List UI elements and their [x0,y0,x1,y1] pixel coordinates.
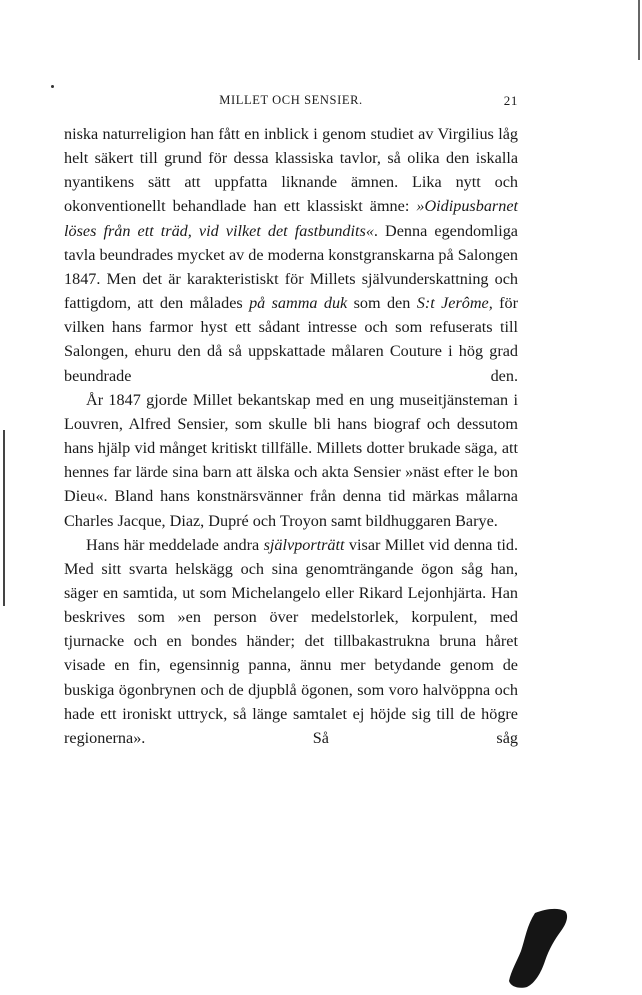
text-segment: som den [347,294,417,313]
ink-dot [51,85,54,88]
text-segment: . Denna egendomliga tavla beundrades mycket av de moderna konstgranskarna på Salongen 1847. Men det är karakteristiskt för Millets självunderskattning och fattigdom, att den målades [64,221,518,313]
italic-segment: S:t Jerôme, [416,294,493,313]
text-segment: niska naturreligion han fått en inblick i genom studiet av Virgilius låg helt säkert till grund för dessa klassiska tavlor, så olika den iskalla nyantikens sätt att uppfatta liknande ämnen. Lika nytt och okonventionellt behandlade han ett klassiskt ämne: [64,125,518,216]
running-title: MILLET OCH SENSIER. [219,93,363,107]
scan-edge-mark [638,0,640,60]
paragraph-3 [64,533,518,750]
text-segment: År 1847 gjorde Millet bekantskap med en ung museitjänsteman i Louvren, Alfred Sensier, som skulle bli hans biograf och dessutom hans hjälp vid månget kritiskt tillfälle. Millets dotter brukade säga, att hennes far lärde sina barn att älska och akta Sensier »näst efter le bon Dieu«. Bland hans konstnärsvänner från denna tid märkas målarna Charles Jacque, Diaz, Dupré och Troyon samt bildhuggaren Barye. [64,390,518,530]
text-segment: visar Millet vid denna tid. Med sitt svarta helskägg och sina genomträngande ögon såg han, säger en samtida, ut som Michelangelo eller Rikard Lejonhjärta. Han beskrives som »en person över medelstorlek, korpulent, med tjurnacke och en bondes händer; det tillbakastrukna bruna håret visade en fin, egensinnig panna, ännu mer betydande genom de buskiga ögonbrynen och de djupblå ögonen, som voro halvöppna och hade ett ironiskt uttryck, så länge samtalet ej höjde sig till de högre regionerna». Så såg [64,535,518,747]
margin-line-mark [3,430,5,606]
text-segment: för vilken hans farmor hyst ett sådant intresse och som refuserats till Salongen, ehuru den då så uppskattade målaren Couture i hög grad beundrade den. [64,294,519,385]
italic-segment: »Oidipusbarnet löses från ett träd, vid vilket det fastbundits« [64,197,518,240]
running-head [64,93,518,111]
paragraph-2 [64,388,518,533]
paragraph-1 [64,122,518,388]
text-segment: Hans här meddelade andra [86,535,264,554]
body-text [64,122,518,750]
italic-segment: på samma duk [249,294,348,313]
page-number: 21 [503,93,518,108]
page-corner-blot [505,905,575,990]
italic-segment: självporträtt [263,535,345,554]
